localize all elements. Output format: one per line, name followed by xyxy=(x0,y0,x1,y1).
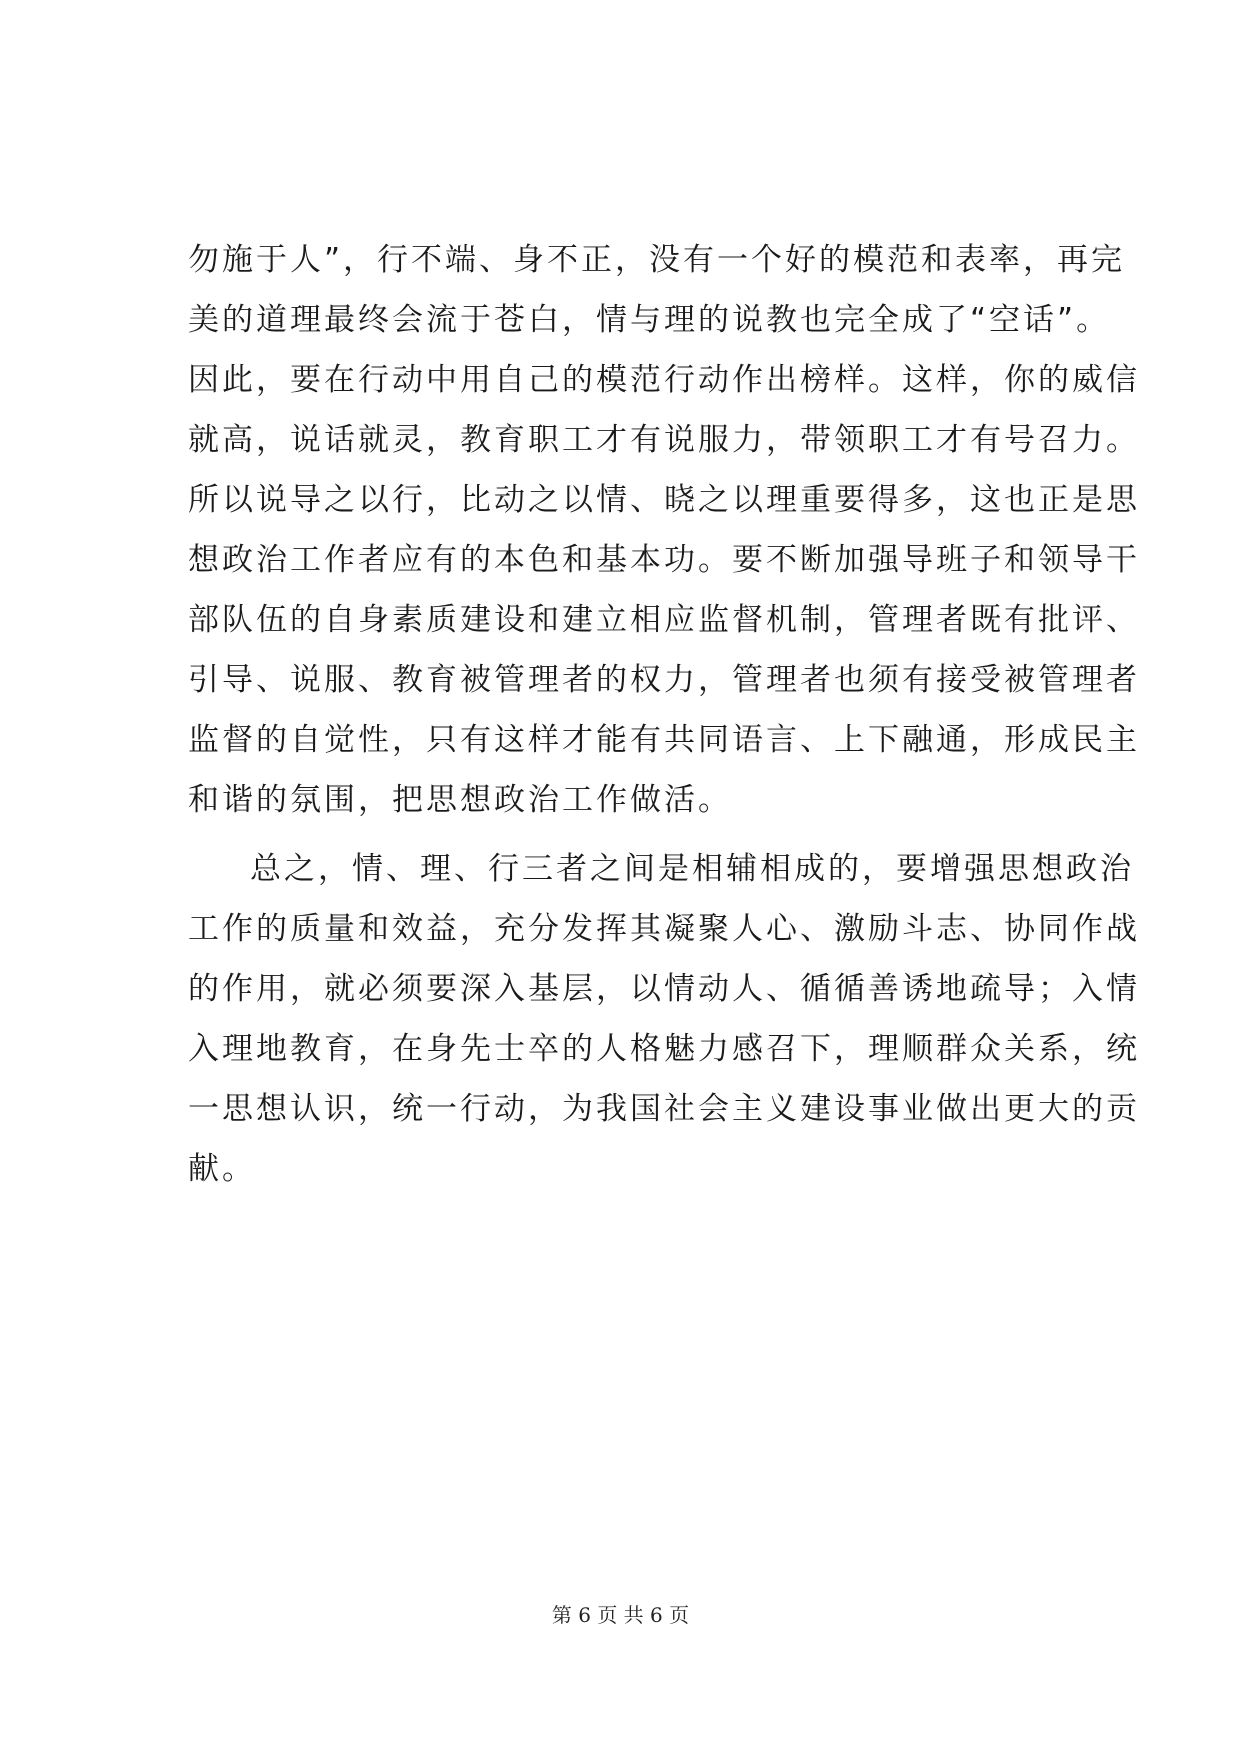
text-line: 和谐的氛围，把思想政治工作做活。 xyxy=(188,782,732,818)
page-number: 第 6 页 共 6 页 xyxy=(551,1603,690,1627)
text-line: 一思想认识，统一行动，为我国社会主义建设事业做出更大的贡 xyxy=(188,1091,1140,1127)
text-line: 总之，情、理、行三者之间是相辅相成的，要增强思想政治 xyxy=(250,851,1134,887)
text-line: 美的道理最终会流于苍白，情与理的说教也完全成了“空话”。 xyxy=(188,302,1111,338)
text-line: 就高，说话就灵，教育职工才有说服力，带领职工才有号召力。 xyxy=(188,422,1140,458)
text-line: 因此，要在行动中用自己的模范行动作出榜样。这样，你的威信 xyxy=(188,362,1140,398)
text-line: 想政治工作者应有的本色和基本功。要不断加强导班子和领导干 xyxy=(188,542,1140,578)
text-line: 勿施于人”，行不端、身不正，没有一个好的模范和表率，再完 xyxy=(188,242,1126,278)
text-line: 引导、说服、教育被管理者的权力，管理者也须有接受被管理者 xyxy=(188,662,1140,698)
text-line: 所以说导之以行，比动之以情、晓之以理重要得多，这也正是思 xyxy=(188,482,1140,518)
text-line: 献。 xyxy=(188,1151,256,1187)
text-line: 监督的自觉性，只有这样才能有共同语言、上下融通，形成民主 xyxy=(188,722,1140,758)
text-line: 部队伍的自身素质建设和建立相应监督机制，管理者既有批评、 xyxy=(188,602,1140,638)
text-line: 的作用，就必须要深入基层，以情动人、循循善诱地疏导；入情 xyxy=(188,971,1140,1007)
text-line: 入理地教育，在身先士卒的人格魅力感召下，理顺群众关系，统 xyxy=(188,1031,1140,1067)
document-body xyxy=(188,230,1140,1199)
text-line: 工作的质量和效益，充分发挥其凝聚人心、激励斗志、协同作战 xyxy=(188,911,1140,947)
paragraph-2 xyxy=(188,839,1140,1199)
paragraph-1 xyxy=(188,230,1140,830)
paragraph-spacer xyxy=(188,830,1058,839)
